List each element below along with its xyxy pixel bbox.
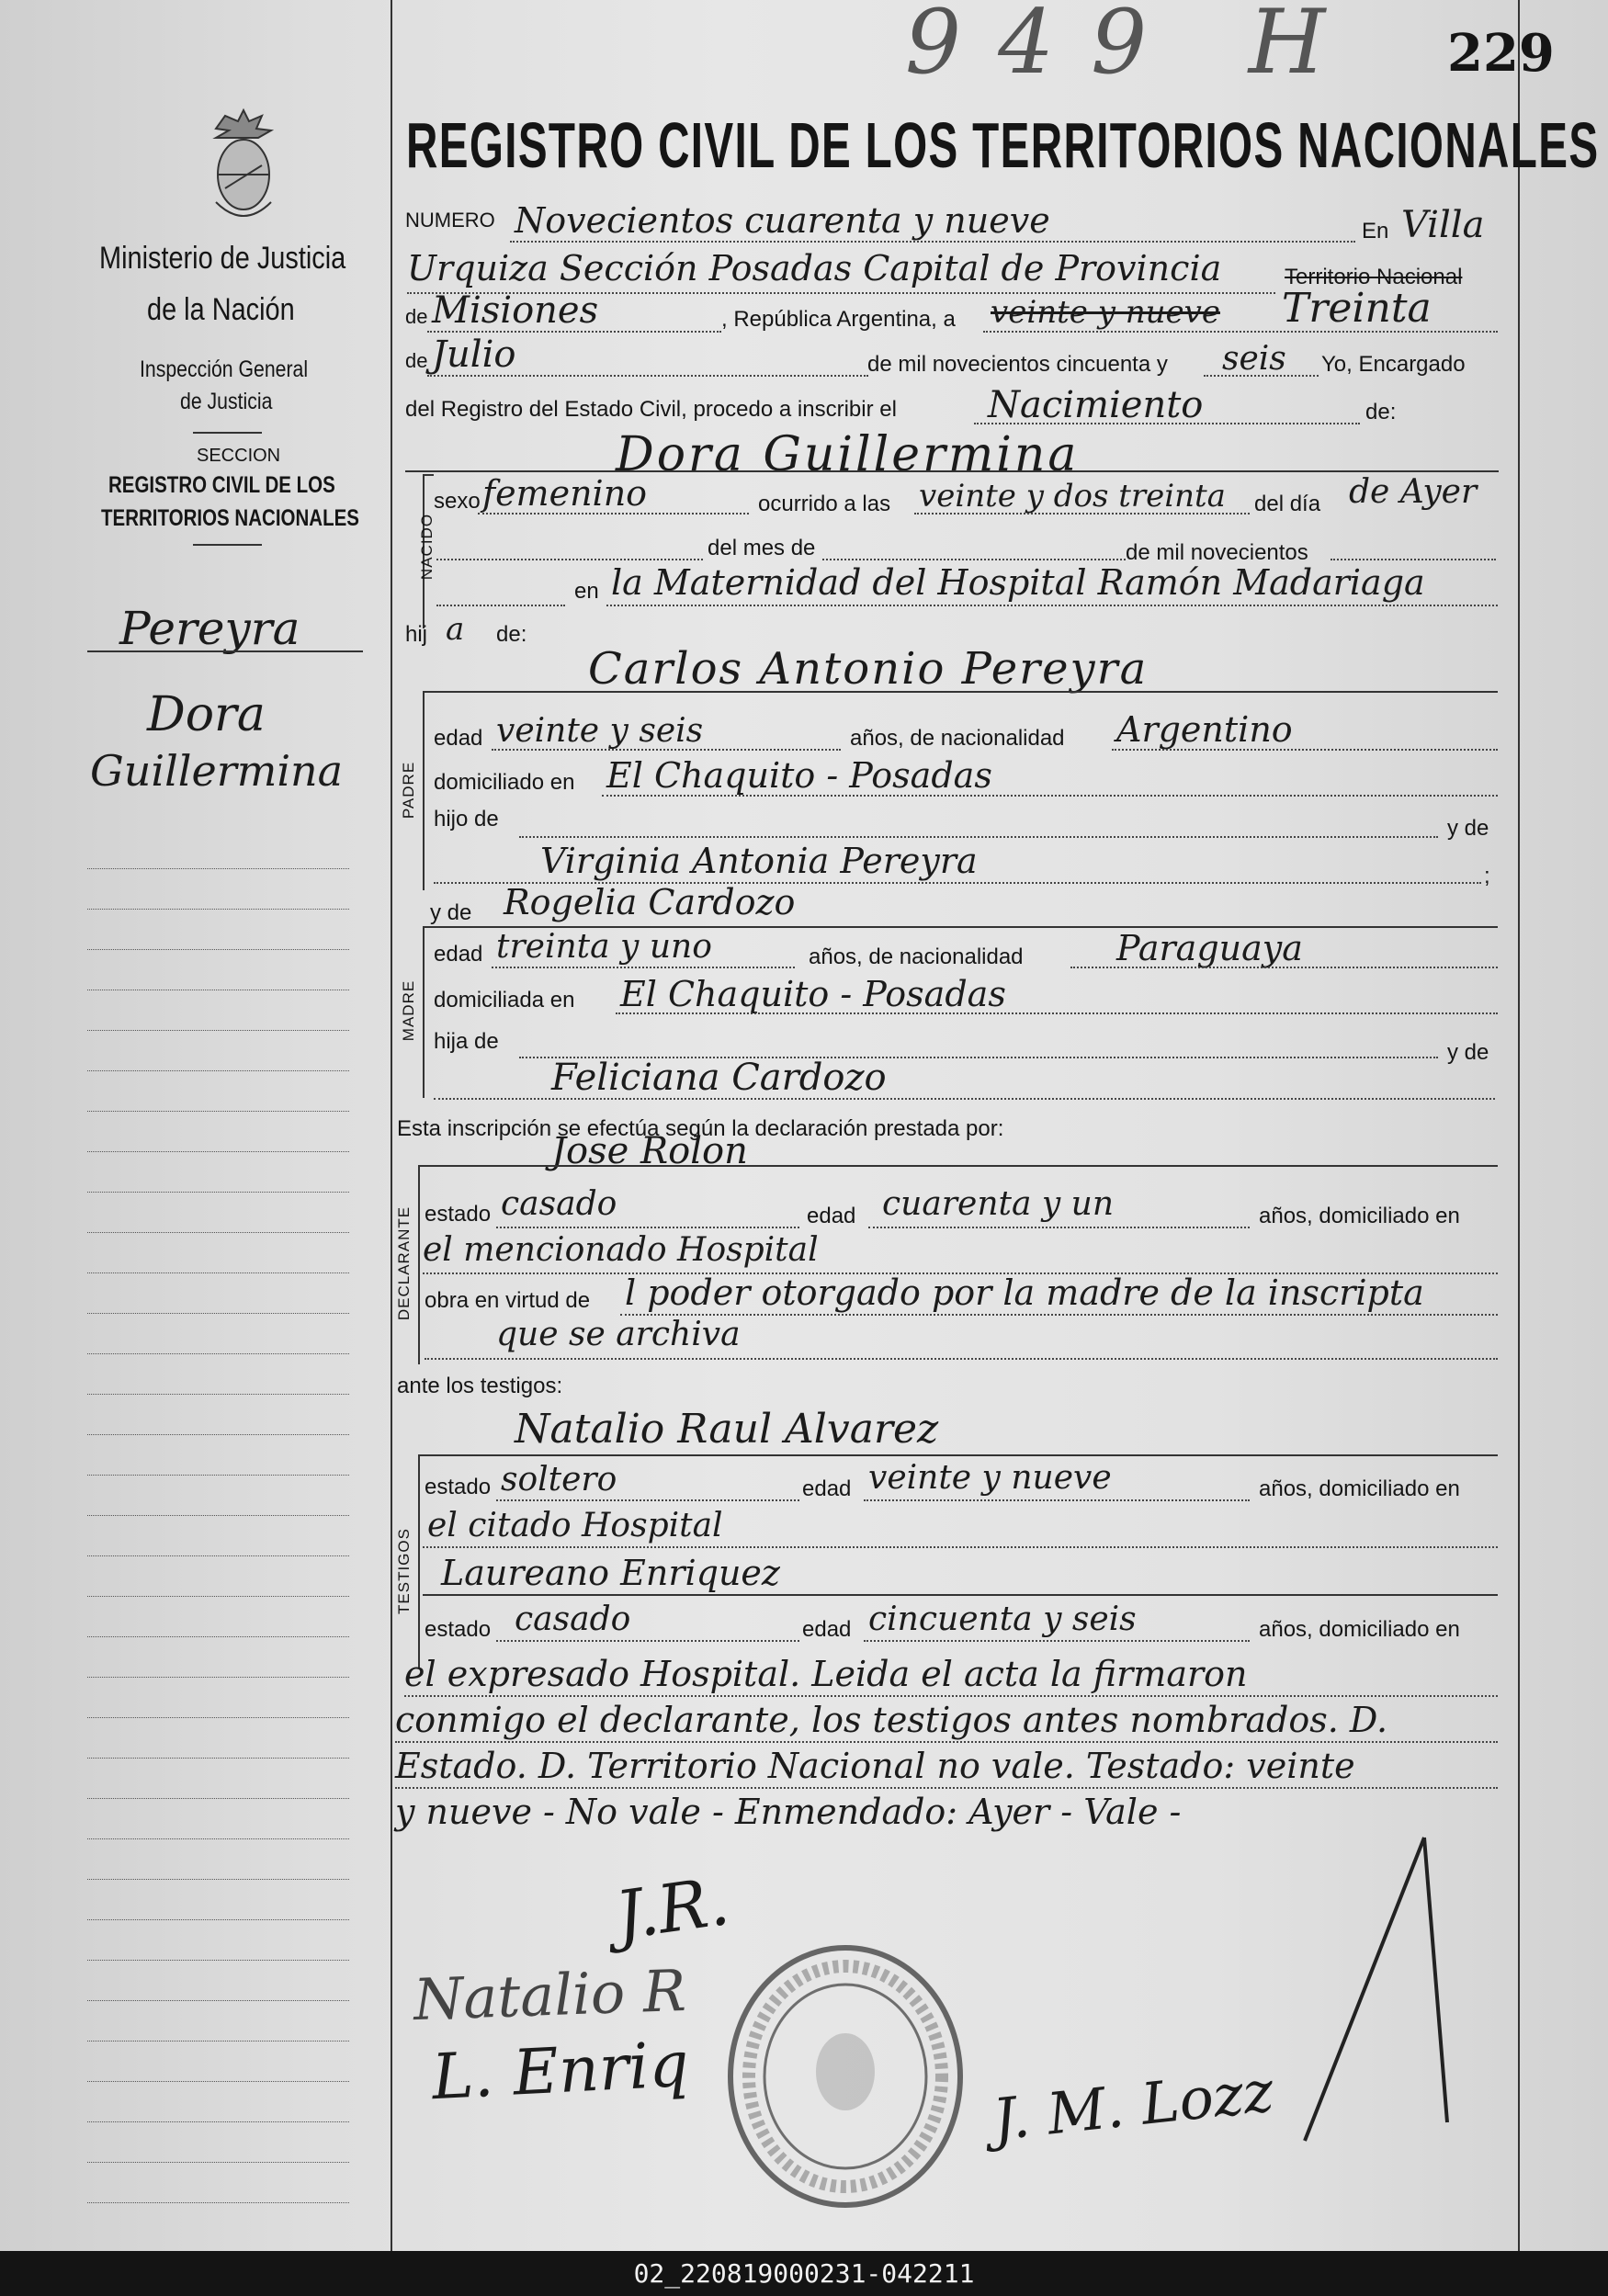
margin-ruled-line [87,1030,349,1031]
sexo-value: femenino [482,473,648,514]
declarant-name: Jose Rolon [551,1130,748,1172]
declarante-section-label: DECLARANTE [395,1205,413,1321]
edad-label-5: edad [802,1617,852,1642]
de2-label: de [405,349,428,372]
fill-line [436,559,703,560]
en2-label: en [574,579,599,604]
obra-value-2: que se archiva [496,1316,741,1353]
margin-ruled-line [87,1515,349,1516]
anios-dom-label: años, domiciliado en [1259,1204,1460,1228]
fill-line [434,1098,1495,1100]
margin-ruled-line [87,1879,349,1880]
closing-line-2: conmigo el declarante, los testigos antes nombrados. D. [395,1700,1388,1740]
edad-label-4: edad [802,1476,852,1501]
sexo-label: sexo [434,489,481,514]
inspection-label: Inspección General [140,356,309,382]
mil-label: de mil novecientos [1126,540,1308,565]
witness2-name: Laureano Enriquez [441,1553,780,1593]
margin-ruled-line [87,1838,349,1839]
signature-witness2: L. Enriq [430,2028,691,2115]
column-divider [391,0,392,2251]
margin-ruled-line [87,2041,349,2042]
margin-ruled-line [87,1313,349,1314]
sidebar-divider-2 [193,544,262,546]
testigos-section-label: TESTIGOS [395,1528,413,1614]
declarant-age: cuarenta y un [882,1185,1115,1223]
anios-dom-label-3: años, domiciliado en [1259,1617,1460,1642]
ministry-label: Ministerio de Justicia [99,241,346,276]
place-value: Urquiza Sección Posadas Capital de Provincia [407,248,1222,288]
section-label: SECCION [197,446,281,466]
fill-line [492,967,795,968]
margin-underline [87,650,363,652]
mother-address: El Chaquito - Posadas [620,974,1006,1014]
witness1-name: Natalio Raul Alvarez [515,1406,939,1453]
name-underline [423,691,1498,693]
right-edge-line [1518,0,1520,2251]
father-name: Carlos Antonio Pereyra [588,643,1149,695]
name-underline [423,1594,1498,1596]
signature-flourish [1286,1828,1470,2159]
fill-line [492,749,841,751]
y-de-label: y de [1447,816,1489,841]
anios-label-2: años, de nacionalidad [809,944,1024,969]
fill-line [606,605,1498,606]
margin-ruled-line [87,1272,349,1273]
registro-label: del Registro del Estado Civil, procedo a inscribir el [405,397,897,422]
fill-line [427,375,868,377]
margin-ruled-line [87,1434,349,1435]
estado-label-3: estado [425,1617,492,1642]
declarant-address: el mencionado Hospital [423,1231,819,1269]
fill-line [395,1741,1498,1743]
margin-ruled-line [87,1555,349,1556]
hijo-de-label: hijo de [434,807,499,831]
fill-line [496,1499,799,1501]
sidebar-divider [193,432,262,434]
fill-line [1112,749,1498,751]
fill-line [1070,967,1498,968]
fill-line [510,241,1355,243]
name-underline [418,1454,1498,1456]
inspection-label-line2: de Justicia [180,389,273,414]
margin-surname: Pereyra [119,602,300,655]
margin-ruled-line [87,1717,349,1718]
de-label: de [405,305,428,328]
anios-label: años, de nacionalidad [850,726,1065,751]
father-address: El Chaquito - Posadas [606,755,992,796]
margin-ruled-line [87,1192,349,1193]
fill-line [822,559,1126,560]
yo-label: Yo, Encargado [1321,352,1466,377]
declaracion-label: Esta inscripción se efectúa según la declaración prestada por: [397,1116,1004,1141]
margin-ruled-line [87,1394,349,1395]
padre-section-label: PADRE [400,761,417,820]
mother-mother: Feliciana Cardozo [551,1057,887,1099]
semicolon: ; [1484,864,1490,888]
fill-line [423,1546,1498,1548]
father-nationality: Argentino [1116,709,1293,750]
province-value: Misiones [432,289,599,332]
en-label: En [1362,219,1389,243]
child-name: Dora Guillermina [616,427,1080,482]
fill-line [602,795,1498,797]
margin-ruled-line [87,1758,349,1759]
fill-line [436,605,565,606]
anios-dom-label-2: años, domiciliado en [1259,1476,1460,1501]
fill-line [427,331,721,333]
margin-ruled-line [87,2202,349,2203]
section-name-line2: TERRITORIOS NACIONALES [101,505,359,531]
margin-ruled-line [87,868,349,869]
obra-value: l poder otorgado por la madre de la inscripta [625,1272,1424,1313]
father-mother: Virginia Antonia Pereyra [540,841,978,881]
madre-bracket [423,926,434,1098]
numero-label: NUMERO [405,209,495,232]
coat-of-arms-emblem [198,101,289,230]
margin-ruled-line [87,1960,349,1961]
fill-line [864,1499,1250,1501]
margin-ruled-line [87,1232,349,1233]
margin-name1: Dora [147,687,266,742]
fill-line [620,1314,1498,1316]
day-value: Treinta [1282,285,1432,332]
margin-ruled-line [87,2162,349,2163]
hij-label: hij [405,622,428,647]
margin-ruled-line [87,1475,349,1476]
domiciliado-label: domiciliado en [434,770,575,795]
place-born-value: la Maternidad del Hospital Ramón Madariaga [611,562,1425,603]
numero-value: Novecientos cuarenta y nueve [515,200,1050,241]
estado-label: estado [425,1202,492,1227]
name-underline [405,470,1499,472]
margin-ruled-line [87,1111,349,1112]
closing-line-1: el expresado Hospital. Leida el acta la firmaron [404,1654,1248,1694]
handwritten-register-number: 949 H [905,0,1363,94]
estado-label-2: estado [425,1475,492,1499]
closing-line-3: Estado. D. Territorio Nacional no vale. Testado: veinte [395,1746,1355,1786]
signature-declarant: J.R. [610,1861,734,1955]
fill-line [404,1695,1498,1697]
margin-ruled-line [87,2081,349,2082]
struck-day: veinte y nueve [991,294,1220,331]
month-value: Julio [432,334,516,376]
ministry-label-line2: de la Nación [147,292,295,327]
fill-line [914,513,1250,515]
padre-bracket [423,691,434,890]
mother-age: treinta y uno [496,928,712,966]
fill-line [496,1640,799,1642]
obra-label: obra en virtud de [425,1288,591,1313]
margin-ruled-line [87,2000,349,2001]
father-age: veinte y seis [496,712,704,750]
edad-label: edad [434,726,483,751]
de4-label: de: [496,622,527,647]
hour-value: veinte y dos treinta [919,478,1226,515]
margin-ruled-line [87,1596,349,1597]
fill-line [478,513,749,515]
name-underline [418,1165,1498,1167]
witness2-age: cincuenta y seis [868,1600,1137,1638]
margin-ruled-line [87,1798,349,1799]
fill-line [974,423,1360,424]
margin-ruled-line [87,949,349,950]
margin-ruled-line [87,1919,349,1920]
margin-ruled-line [87,1677,349,1678]
fill-line [519,836,1438,838]
fill-line [1204,375,1319,377]
margin-ruled-line [87,1353,349,1354]
margin-ruled-line [87,2121,349,2122]
fill-line [616,1012,1498,1014]
y-de3-label: y de [1447,1040,1489,1065]
fill-line [425,1358,1498,1360]
hija-de-label: hija de [434,1029,499,1054]
day-born-value: de Ayer [1349,473,1478,511]
edad-label-2: edad [434,942,483,967]
witness1-estado: soltero [501,1461,617,1499]
y-de2-label: y de [430,900,472,925]
witness1-address: el citado Hospital [427,1507,723,1544]
testigos-label: ante los testigos: [397,1374,563,1398]
witness2-estado: casado [515,1600,631,1638]
fill-line [496,1227,799,1228]
territorio-label: Territorio Nacional [1285,265,1463,289]
mother-nationality: Paraguaya [1116,928,1303,968]
fill-line [864,1640,1250,1642]
fill-line [395,1787,1498,1789]
year-value: seis [1222,340,1286,378]
margin-ruled-line [87,1070,349,1071]
year-label: de mil novecientos cincuenta y [867,352,1168,377]
act-value: Nacimiento [988,384,1204,426]
mother-name: Rogelia Cardozo [504,882,796,922]
edad-label-3: edad [807,1204,856,1228]
mes-label: del mes de [708,536,816,560]
official-seal-stamp [717,1934,974,2219]
margin-ruled-line [87,909,349,910]
signature-witness1: Natalio R [412,1956,687,2034]
margin-name2: Guillermina [90,746,344,796]
signature-officer: J. M. Lozz [990,2057,1277,2154]
margin-ruled-line [87,1636,349,1637]
fill-line [983,331,1498,333]
en-value: Villa [1401,204,1485,246]
page-number: 229 [1447,23,1555,84]
madre-section-label: MADRE [400,979,417,1042]
hij-value: a [446,611,465,648]
margin-ruled-line [87,1151,349,1152]
ocurrido-label: ocurrido a las [758,492,891,516]
scan-footer-id: 02_220819000231-042211 [0,2251,1608,2296]
witness1-age: veinte y nueve [868,1459,1112,1497]
fill-line [868,1227,1250,1228]
left-margin-column [0,0,391,2251]
de3-label: de: [1365,400,1397,424]
domiciliada-label: domiciliada en [434,988,575,1012]
fill-line [1331,559,1496,560]
nacido-section-label: NACIDO [418,513,436,581]
closing-line-4: y nueve - No vale - Enmendado: Ayer - Vale - [395,1792,1182,1832]
republica-label: , República Argentina, a [721,307,956,332]
declarant-estado: casado [501,1185,617,1223]
section-name: REGISTRO CIVIL DE LOS [108,472,335,498]
form-title: REGISTRO CIVIL DE LOS TERRITORIOS NACIONALES [406,109,1600,181]
del-dia-label: del día [1254,492,1321,516]
